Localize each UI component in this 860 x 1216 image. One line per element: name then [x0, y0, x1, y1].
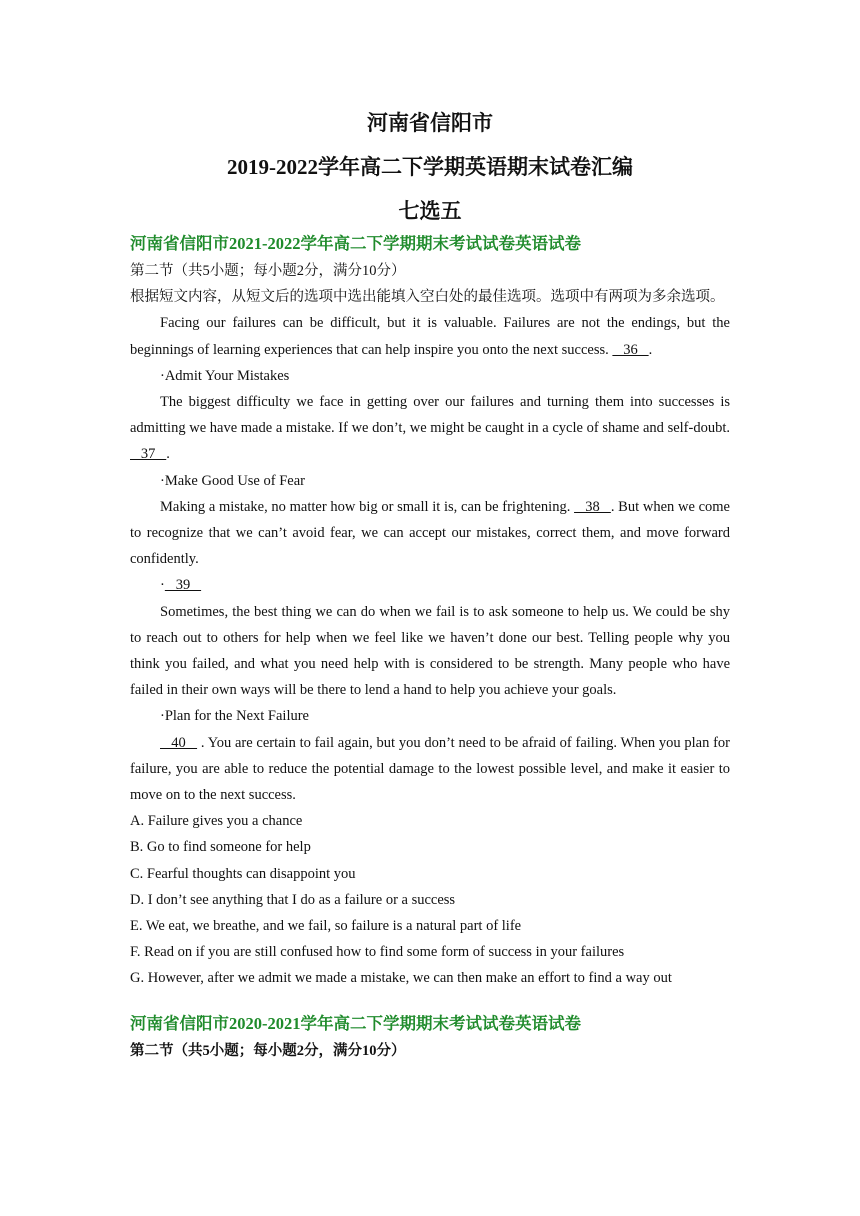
- option-a: A. Failure gives you a chance: [130, 813, 303, 830]
- option-f: F. Read on if you are still confused how to find some form of success in your failures: [130, 944, 625, 961]
- paragraph-2: The biggest difficulty we face in getting over our failures and turning them into successes is admitting we have made a mistake. If we don’t, we might be caught in a cycle of shame and self-doubt. 37 .: [130, 394, 730, 463]
- subheading-blank: [130, 572, 730, 598]
- blank-39: 39: [164, 577, 202, 594]
- content: [130, 230, 730, 1064]
- section-heading-2: 河南省信阳市2020-2021学年高二下学期期末考试试卷英语试卷: [130, 1013, 581, 1033]
- blank-40: 40: [160, 734, 198, 751]
- part-label: 第二节（共5小题；每小题2分，满分10分）: [130, 263, 406, 279]
- options-list: [130, 808, 730, 991]
- paragraph-5: [130, 730, 730, 809]
- title-main: 2019-2022学年高二下学期英语期末试卷汇编: [227, 155, 633, 179]
- section-heading: 河南省信阳市2021-2022学年高二下学期期末考试试卷英语试卷: [130, 234, 581, 253]
- option-c: C. Fearful thoughts can disappoint you: [130, 865, 356, 882]
- title-block: [0, 101, 860, 233]
- paragraph-3: [130, 494, 730, 573]
- subheading-plan: ·Plan for the Next Failure: [160, 708, 309, 725]
- part-label-2: 第二节（共5小题；每小题2分，满分10分）: [130, 1042, 406, 1059]
- subheading-fear: ·Make Good Use of Fear: [160, 472, 305, 489]
- paragraph-text: . You are certain to fail again, but you don’t need to be afraid of failing. When you plan for failure, you are able to reduce the potential damage to the lowest possible level, and make it easier to move on to the next success.: [130, 734, 730, 804]
- paragraph-text: The biggest difficulty we face in getting over our failures and turning them into successes is admitting we have made a mistake. If we don’t, we might be caught in a cycle of shame and self-doubt.: [130, 394, 730, 437]
- option-d: D. I don’t see anything that I do as a failure or a success: [130, 891, 456, 908]
- paragraph-text: Making a mistake, no matter how big or small it is, can be frightening.: [160, 498, 571, 515]
- subheading-admit: ·Admit Your Mistakes: [160, 367, 290, 384]
- option-b: B. Go to find someone for help: [130, 839, 311, 856]
- title-region: 河南省信阳市: [367, 111, 493, 135]
- option-g: G. However, after we admit we made a mistake, we can then make an effort to find a way out: [130, 970, 672, 987]
- blank-36: 36: [612, 341, 649, 358]
- paragraph-text: . But when we come to recognize that we can’t avoid fear, we can accept our mistakes, correct them, and move forward confidently.: [130, 498, 730, 568]
- bullet: ·: [160, 577, 165, 594]
- blank-38: 38: [574, 498, 611, 515]
- blank-37: 37: [130, 446, 167, 463]
- paragraph-text: Facing our failures can be difficult, but it is valuable. Failures are not the endings, but the beginnings of learning experiences that can help inspire you onto the next success.: [130, 315, 730, 358]
- instructions: 根据短文内容，从短文后的选项中选出能填入空白处的最佳选项。选项中有两项为多余选项。: [130, 289, 725, 306]
- paragraph-1: Facing our failures can be difficult, but it is valuable. Failures are not the endings, but the beginnings of learning experiences that can help inspire you onto the next success. 36 .: [130, 315, 730, 358]
- option-e: E. We eat, we breathe, and we fail, so failure is a natural part of life: [130, 918, 522, 935]
- paragraph-4: Sometimes, the best thing we can do when we fail is to ask someone to help us. We could be shy to reach out to others for help when we feel like we haven’t done our best. Telling people why you think you failed, and what you need help with is considered to be strength. Many people who have failed in their own ways will be there to lend a hand to help you achieve your goals.: [130, 603, 730, 699]
- title-type: 七选五: [398, 199, 462, 223]
- spacer: [130, 992, 730, 1010]
